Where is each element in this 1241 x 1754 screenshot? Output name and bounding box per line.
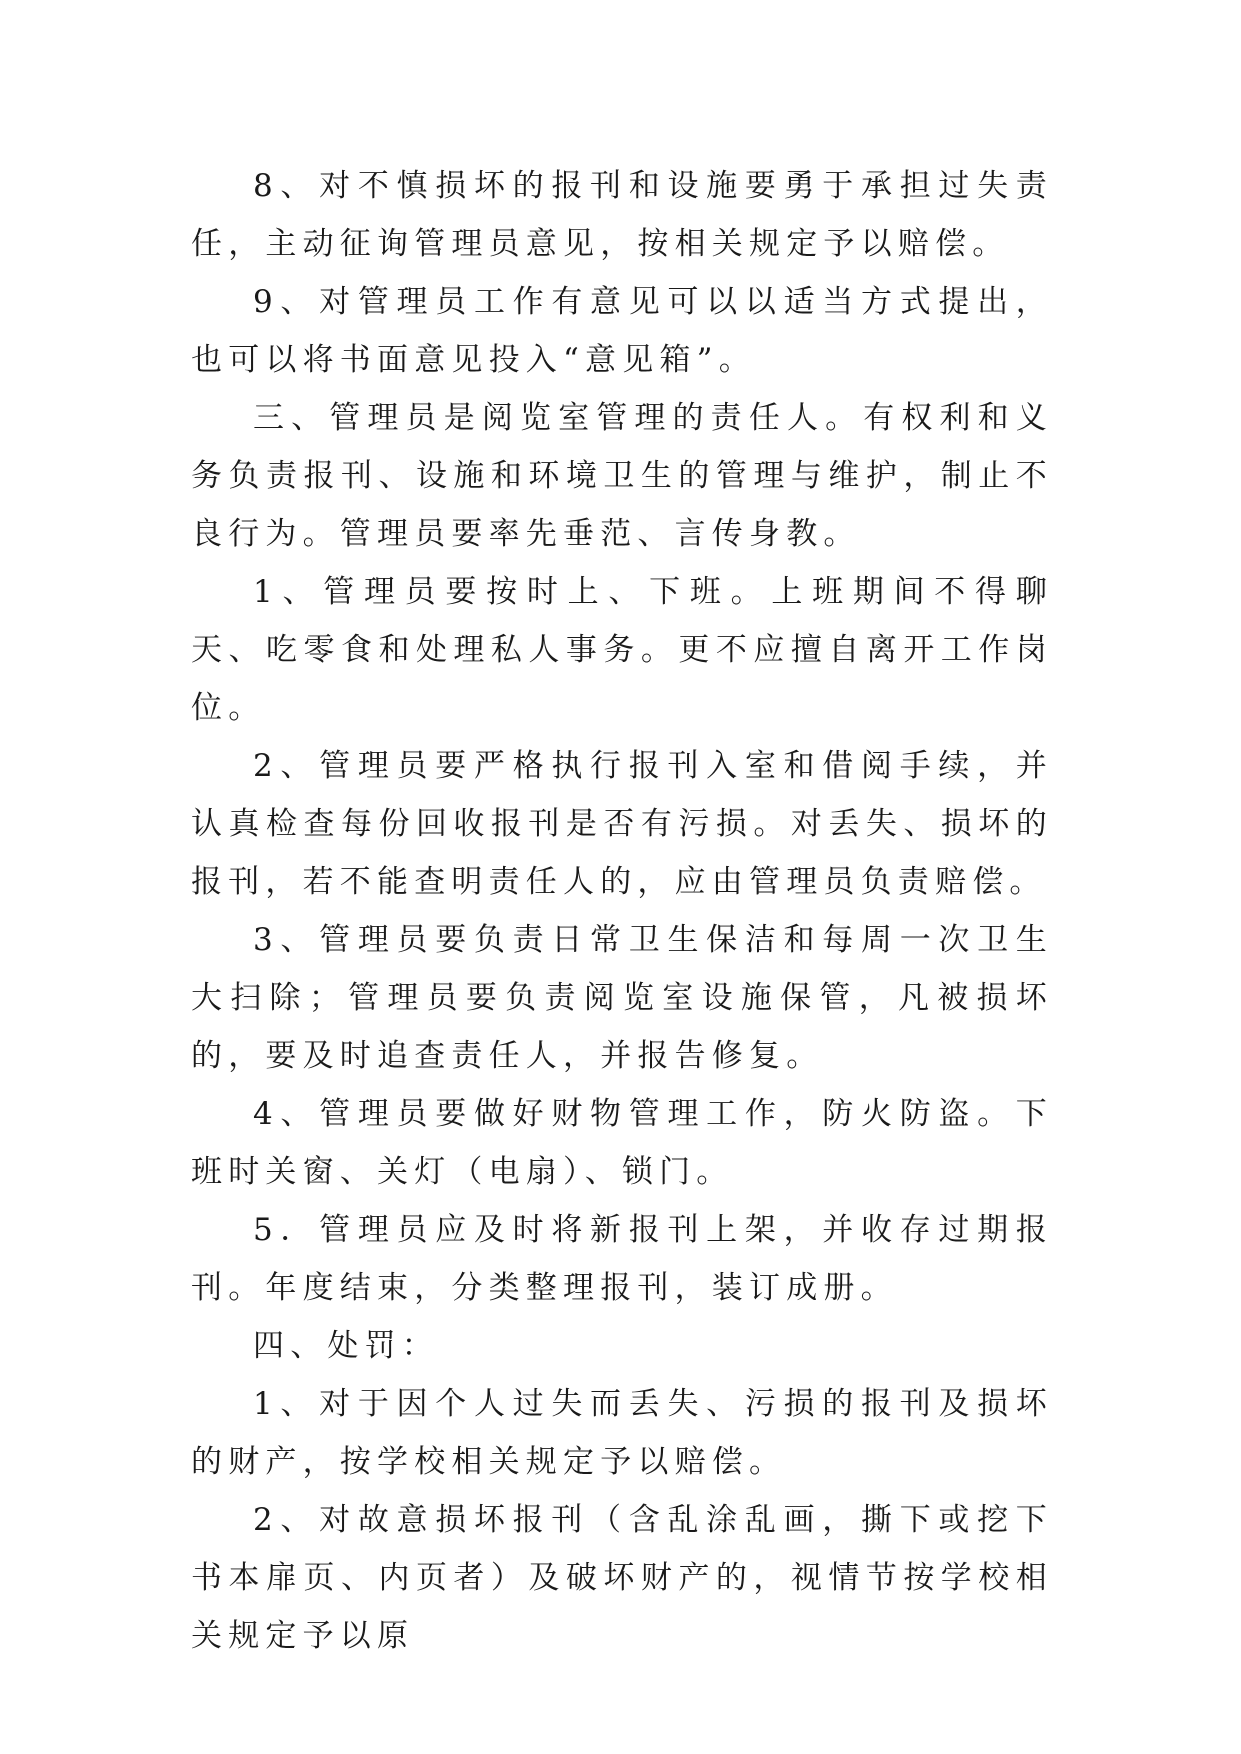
paragraph-admin-item-2: 2、管理员要严格执行报刊入室和借阅手续，并认真检查每份回收报刊是否有污损。对丢失、损坏的报刊，若不能查明责任人的，应由管理员负责赔偿。	[191, 748, 1053, 900]
paragraph-item-9-feedback: 9、对管理员工作有意见可以以适当方式提出，也可以将书面意见投入“意见箱”。	[191, 284, 1053, 378]
paragraph-penalty-item-2: 2、对故意损坏报刊（含乱涂乱画，撕下或挖下书本扉页、内页者）及破坏财产的，视情节按学校相关规定予以原	[191, 1502, 1053, 1654]
paragraph-admin-item-4: 4、管理员要做好财物管理工作，防火防盗。下班时关窗、关灯（电扇）、锁门。	[191, 1096, 1053, 1190]
paragraph-admin-item-5: 5．管理员应及时将新报刊上架，并收存过期报刊。年度结束，分类整理报刊，装订成册。	[191, 1212, 1053, 1306]
paragraph-item-8-compensation: 8、对不慎损坏的报刊和设施要勇于承担过失责任，主动征询管理员意见，按相关规定予以赔偿。	[191, 168, 1053, 262]
document-body	[191, 157, 1053, 1665]
paragraph-penalty-item-1: 1、对于因个人过失而丢失、污损的报刊及损坏的财产，按学校相关规定予以赔偿。	[191, 1386, 1053, 1480]
paragraph-admin-item-3: 3、管理员要负责日常卫生保洁和每周一次卫生大扫除；管理员要负责阅览室设施保管，凡被损坏的，要及时追查责任人，并报告修复。	[191, 922, 1053, 1074]
paragraph-section-3-administrator: 三、管理员是阅览室管理的责任人。有权利和义务负责报刊、设施和环境卫生的管理与维护，制止不良行为。管理员要率先垂范、言传身教。	[191, 400, 1053, 552]
paragraph-admin-item-1: 1、管理员要按时上、下班。上班期间不得聊天、吃零食和处理私人事务。更不应擅自离开工作岗位。	[191, 574, 1053, 726]
paragraph-section-4-penalties: 四、处罚：	[253, 1328, 439, 1364]
